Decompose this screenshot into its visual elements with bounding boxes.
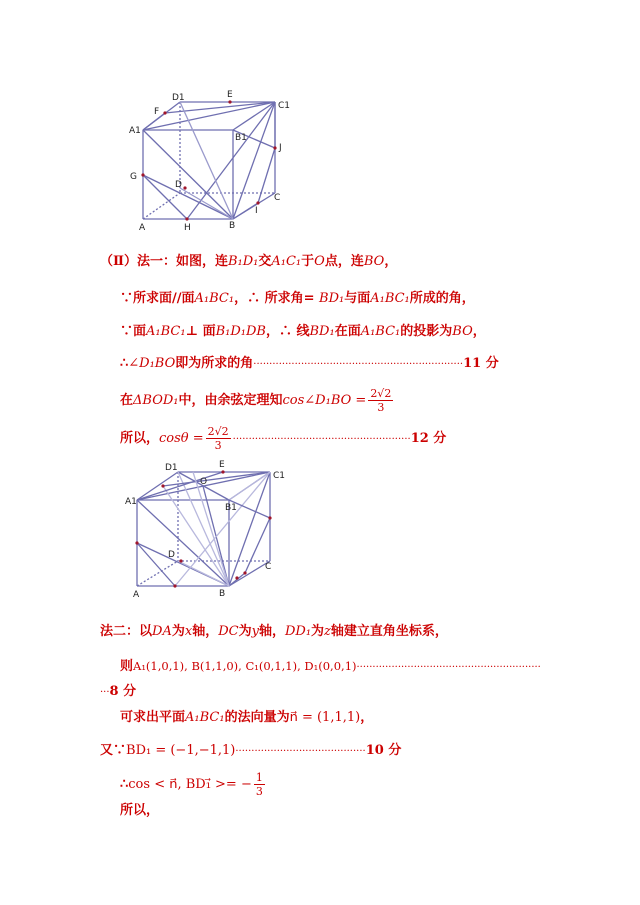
cube-figure-2-svg <box>125 458 295 603</box>
label-g: G <box>130 172 137 182</box>
fraction-cos-theta: $\frac{2√2}{3}$ <box>207 425 229 452</box>
line-perpendicular-plane: ∵面A₁BC₁⊥ 面B₁D₁DB，∴ 线BD₁在面A₁BC₁的投影为BO， <box>120 324 486 339</box>
line-method2-intro: 法二：以DA为x轴，DC为y轴，DD₁为z轴建立直角坐标系， <box>100 624 448 639</box>
cube-figure-1 <box>125 88 300 233</box>
line-cos-vectors: ∴cos < n⃗, BD₁⃗ >= − $\frac{1}{3}$ <box>120 771 263 798</box>
label-h: H <box>184 223 191 233</box>
label-c1: C1 <box>273 471 286 481</box>
line-coordinates: 则A₁(1,0,1), B(1,1,0), C₁(0,1,1), D₁(0,0,1)·························································· <box>120 659 541 674</box>
cube-figure-2 <box>125 458 295 603</box>
label-d1: D1 <box>172 93 185 103</box>
label-d: D <box>175 180 182 190</box>
label-a1: A1 <box>125 497 137 507</box>
cube-figure-1-svg <box>125 88 300 233</box>
line-normal-vector: 可求出平面A₁BC₁的法向量为n⃗ = (1,1,1)， <box>120 710 374 725</box>
line-cosine-law: 在ΔBOD₁中，由余弦定理知cos∠D₁BO = $\frac{2√2}{3}$ <box>120 387 392 414</box>
label-b1: B1 <box>235 133 247 143</box>
line-method1-intro: （Ⅱ）法一：如图，连B₁D₁交A₁C₁于O点，连BO， <box>100 254 398 269</box>
fraction-neg-one-third: $\frac{1}{3}$ <box>255 771 263 798</box>
label-c: C <box>274 193 281 203</box>
line-therefore-final: 所以， <box>120 803 160 818</box>
label-e: E <box>227 90 233 100</box>
label-d1: D1 <box>165 463 178 473</box>
label-b: B <box>229 221 236 231</box>
label-o: O <box>200 477 208 487</box>
label-c1: C1 <box>278 101 291 111</box>
line-score-8: ···8 分 <box>100 684 137 699</box>
label-a: A <box>139 223 146 233</box>
line-vector-bd1: 又∵BD₁ = (−1,−1,1)·········································10 分 <box>100 743 402 758</box>
line-angle-identified: ∴∠D₁BO即为所求的角··································································11 分 <box>120 356 499 371</box>
label-b1: B1 <box>225 503 237 513</box>
label-d: D <box>168 550 175 560</box>
fraction-cos-d1bo: $\frac{2√2}{3}$ <box>370 387 392 414</box>
label-i: I <box>255 206 258 216</box>
label-j: J <box>279 143 282 153</box>
label-f: F <box>154 107 160 117</box>
label-e: E <box>219 460 225 470</box>
label-a: A <box>133 590 140 600</box>
line-therefore-cos-theta: 所以，cosθ = $\frac{2√2}{3}$ ························································12 分 <box>120 425 447 452</box>
label-b: B <box>219 589 226 599</box>
label-a1: A1 <box>129 126 141 136</box>
line-parallel-plane: ∵所求面//面A₁BC₁，∴ 所求角= BD₁与面A₁BC₁所成的角， <box>120 291 475 306</box>
label-c: C <box>265 562 272 572</box>
